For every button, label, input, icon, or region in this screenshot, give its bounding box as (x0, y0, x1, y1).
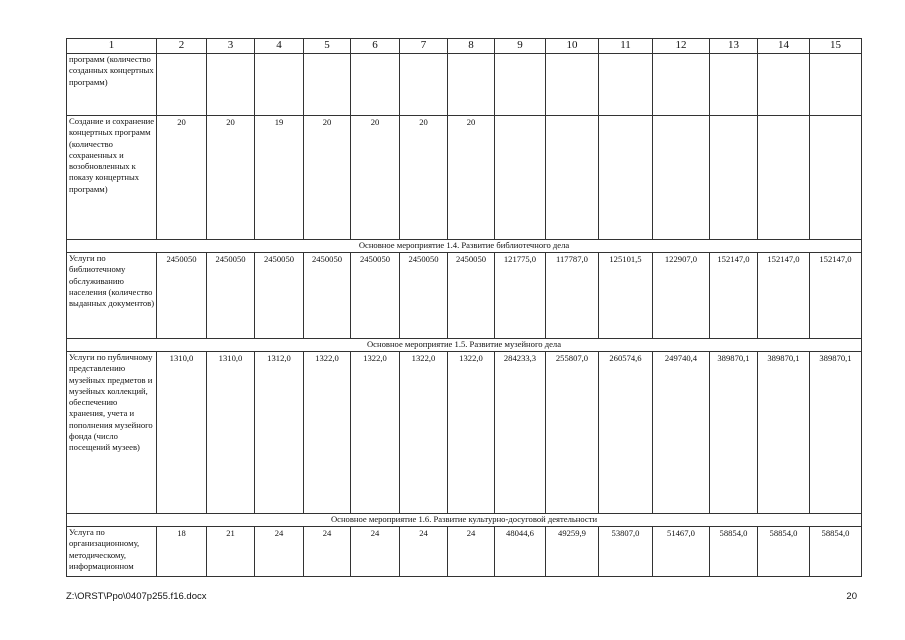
indicator-value: 2450050 (207, 253, 255, 339)
indicator-value (546, 54, 599, 116)
column-number: 12 (653, 39, 710, 54)
indicator-value: 24 (351, 527, 400, 577)
service-name: Услуги по библиотечному обслуживанию населения (количество выданных документов) (67, 253, 157, 339)
section-row (67, 514, 862, 527)
table-row (67, 253, 862, 339)
indicator-value: 152147,0 (710, 253, 758, 339)
service-name: Создание и сохранение концертных программ (количество сохраненных и возобновленных к показу концертных программ) (67, 116, 157, 240)
column-number: 6 (351, 39, 400, 54)
column-number: 4 (255, 39, 304, 54)
indicator-value: 58854,0 (710, 527, 758, 577)
column-number: 7 (400, 39, 448, 54)
indicator-value: 255807,0 (546, 352, 599, 514)
column-number: 1 (67, 39, 157, 54)
indicator-value (351, 54, 400, 116)
column-number: 5 (304, 39, 351, 54)
indicator-value: 2450050 (448, 253, 495, 339)
indicator-value (810, 54, 862, 116)
indicator-value: 389870,1 (810, 352, 862, 514)
section-title: Основное мероприятие 1.4. Развитие библиотечного дела (67, 240, 862, 253)
service-name: Услуга по организационному, методическому, информационном (67, 527, 157, 577)
indicator-value: 20 (157, 116, 207, 240)
column-number: 8 (448, 39, 495, 54)
indicator-value: 53807,0 (599, 527, 653, 577)
column-number-row (67, 39, 862, 54)
indicator-value: 117787,0 (546, 253, 599, 339)
indicator-value: 58854,0 (810, 527, 862, 577)
indicator-value (546, 116, 599, 240)
indicator-value: 1310,0 (157, 352, 207, 514)
indicator-value (495, 54, 546, 116)
indicator-value (810, 116, 862, 240)
table-row (67, 54, 862, 116)
indicator-value (207, 54, 255, 116)
indicator-value: 58854,0 (758, 527, 810, 577)
indicator-value (653, 54, 710, 116)
indicator-value: 1322,0 (448, 352, 495, 514)
column-number: 10 (546, 39, 599, 54)
indicator-value: 260574,6 (599, 352, 653, 514)
file-path: Z:\ORST\Ppo\0407p255.f16.docx (66, 591, 207, 602)
indicator-value (758, 116, 810, 240)
table-row (67, 527, 862, 577)
indicator-value: 2450050 (400, 253, 448, 339)
indicator-value: 49259,9 (546, 527, 599, 577)
indicator-value: 1310,0 (207, 352, 255, 514)
indicator-value: 20 (304, 116, 351, 240)
service-name: программ (количество созданных концертных программ) (67, 54, 157, 116)
indicator-value: 284233,3 (495, 352, 546, 514)
table-row (67, 352, 862, 514)
column-number: 3 (207, 39, 255, 54)
indicator-value: 24 (400, 527, 448, 577)
section-row (67, 339, 862, 352)
indicator-value (599, 116, 653, 240)
indicator-value (653, 116, 710, 240)
indicator-value: 20 (207, 116, 255, 240)
indicator-value: 125101,5 (599, 253, 653, 339)
indicator-value: 24 (255, 527, 304, 577)
indicator-value (255, 54, 304, 116)
indicator-value: 24 (304, 527, 351, 577)
table-row (67, 116, 862, 240)
indicator-value: 152147,0 (758, 253, 810, 339)
indicator-value: 121775,0 (495, 253, 546, 339)
indicator-table (66, 38, 862, 577)
service-name: Услуги по публичному представлению музейных предметов и музейных коллекций, обеспечению хранения, учета и пополнения музейного фонда (число посещений музеев) (67, 352, 157, 514)
column-number: 14 (758, 39, 810, 54)
indicator-value (710, 54, 758, 116)
indicator-value: 1322,0 (304, 352, 351, 514)
indicator-value (495, 116, 546, 240)
indicator-value: 20 (351, 116, 400, 240)
indicator-value: 20 (400, 116, 448, 240)
indicator-value: 389870,1 (710, 352, 758, 514)
indicator-value: 21 (207, 527, 255, 577)
indicator-value: 51467,0 (653, 527, 710, 577)
column-number: 2 (157, 39, 207, 54)
section-row (67, 240, 862, 253)
column-number: 13 (710, 39, 758, 54)
indicator-value: 2450050 (351, 253, 400, 339)
indicator-value: 19 (255, 116, 304, 240)
indicator-value (758, 54, 810, 116)
indicator-value: 2450050 (255, 253, 304, 339)
indicator-value: 2450050 (157, 253, 207, 339)
indicator-value (599, 54, 653, 116)
indicator-value (157, 54, 207, 116)
page-number: 20 (846, 591, 857, 602)
column-number: 11 (599, 39, 653, 54)
indicator-value: 24 (448, 527, 495, 577)
indicator-value: 1322,0 (400, 352, 448, 514)
indicator-value: 389870,1 (758, 352, 810, 514)
indicator-value: 2450050 (304, 253, 351, 339)
section-title: Основное мероприятие 1.5. Развитие музейного дела (67, 339, 862, 352)
indicator-value: 1312,0 (255, 352, 304, 514)
column-number: 15 (810, 39, 862, 54)
indicator-value: 18 (157, 527, 207, 577)
indicator-value: 152147,0 (810, 253, 862, 339)
column-number: 9 (495, 39, 546, 54)
indicator-value: 20 (448, 116, 495, 240)
indicator-value: 1322,0 (351, 352, 400, 514)
indicator-value: 48044,6 (495, 527, 546, 577)
indicator-value (304, 54, 351, 116)
section-title: Основное мероприятие 1.6. Развитие культурно-досуговой деятельности (67, 514, 862, 527)
indicator-value (400, 54, 448, 116)
indicator-value (448, 54, 495, 116)
indicator-value: 122907,0 (653, 253, 710, 339)
indicator-value (710, 116, 758, 240)
indicator-value: 249740,4 (653, 352, 710, 514)
